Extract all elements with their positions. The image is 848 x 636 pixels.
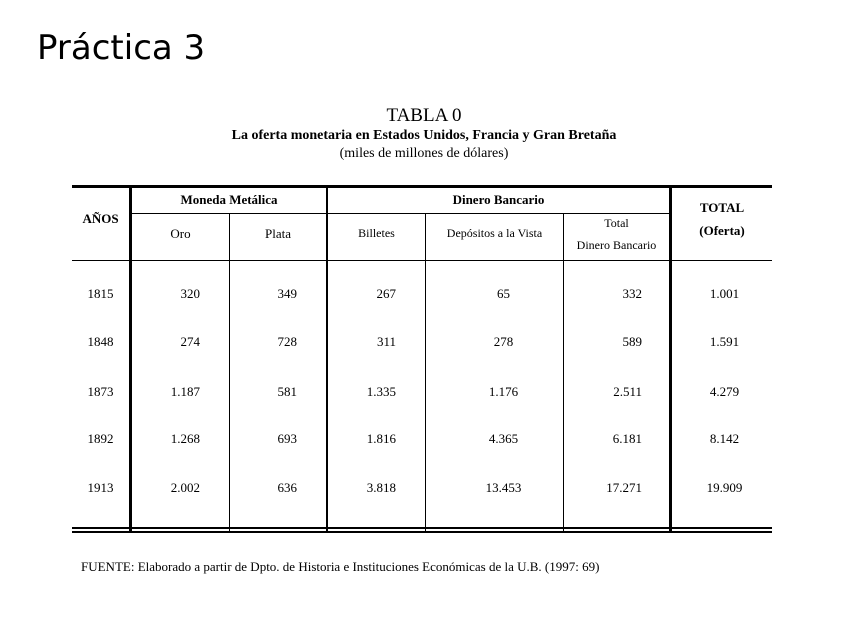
header-bank-total-line2: Dinero Bancario xyxy=(576,238,657,252)
table-caption: TABLA 0 xyxy=(386,105,462,126)
table-cell: 1.187 xyxy=(170,384,200,399)
table-cell: 19.909 xyxy=(706,480,743,495)
header-deposits: Depósitos a la Vista xyxy=(446,226,543,240)
table-cell: 3.818 xyxy=(366,480,396,495)
header-metal-group: Moneda Metálica xyxy=(180,192,278,207)
table-cell: 349 xyxy=(277,286,297,301)
table-cell: 1.591 xyxy=(709,334,740,349)
header-silver: Plata xyxy=(265,226,291,241)
table-cell: 1892 xyxy=(87,431,114,446)
table-cell: 2.511 xyxy=(613,384,642,399)
group-header-rule xyxy=(132,213,669,214)
table-units: (miles de millones de dólares) xyxy=(339,146,509,161)
table-cell: 1913 xyxy=(87,480,114,495)
header-total-line1: TOTAL xyxy=(699,200,745,215)
table-cell: 4.279 xyxy=(709,384,740,399)
table-bottom-rule-2 xyxy=(72,531,772,533)
table-cell: 1.816 xyxy=(366,431,396,446)
header-notes: Billetes xyxy=(358,226,395,240)
table-cell: 65 xyxy=(497,286,510,301)
table-cell: 332 xyxy=(622,286,642,301)
table-cell: 589 xyxy=(622,334,642,349)
table-cell: 1.335 xyxy=(366,384,396,399)
table-cell: 1815 xyxy=(87,286,114,301)
table-cell: 581 xyxy=(277,384,297,399)
header-bottom-rule xyxy=(72,260,772,261)
table-cell: 8.142 xyxy=(709,431,740,446)
table-cell: 267 xyxy=(376,286,396,301)
table-cell: 1873 xyxy=(87,384,114,399)
table-cell: 13.453 xyxy=(485,480,522,495)
header-bank-group: Dinero Bancario xyxy=(452,192,545,207)
table-top-rule xyxy=(72,185,772,188)
header-gold: Oro xyxy=(170,226,191,241)
header-total-line2: (Oferta) xyxy=(699,223,745,238)
table-cell: 17.271 xyxy=(606,480,642,495)
table-cell: 2.002 xyxy=(170,480,200,495)
table-cell: 1.268 xyxy=(170,431,200,446)
table-cell: 320 xyxy=(180,286,200,301)
header-bank-total-line1: Total xyxy=(604,216,629,230)
table-cell: 693 xyxy=(277,431,297,446)
table-cell: 1848 xyxy=(87,334,114,349)
table-bottom-rule-1 xyxy=(72,527,772,529)
table-cell: 6.181 xyxy=(612,431,642,446)
table-cell: 1.001 xyxy=(709,286,740,301)
slide-title: Práctica 3 xyxy=(37,28,206,68)
table-subtitle: La oferta monetaria en Estados Unidos, Francia y Gran Bretaña xyxy=(231,128,617,143)
header-years: AÑOS xyxy=(82,211,119,226)
table-cell: 636 xyxy=(277,480,297,495)
table-source-note: FUENTE: Elaborado a partir de Dpto. de Historia e Instituciones Económicas de la U.B. (1997: 69) xyxy=(81,559,600,574)
table-cell: 278 xyxy=(493,334,514,349)
table-cell: 274 xyxy=(180,334,200,349)
table-cell: 728 xyxy=(277,334,297,349)
table-cell: 4.365 xyxy=(488,431,519,446)
table-cell: 311 xyxy=(376,334,396,349)
table-cell: 1.176 xyxy=(488,384,519,399)
